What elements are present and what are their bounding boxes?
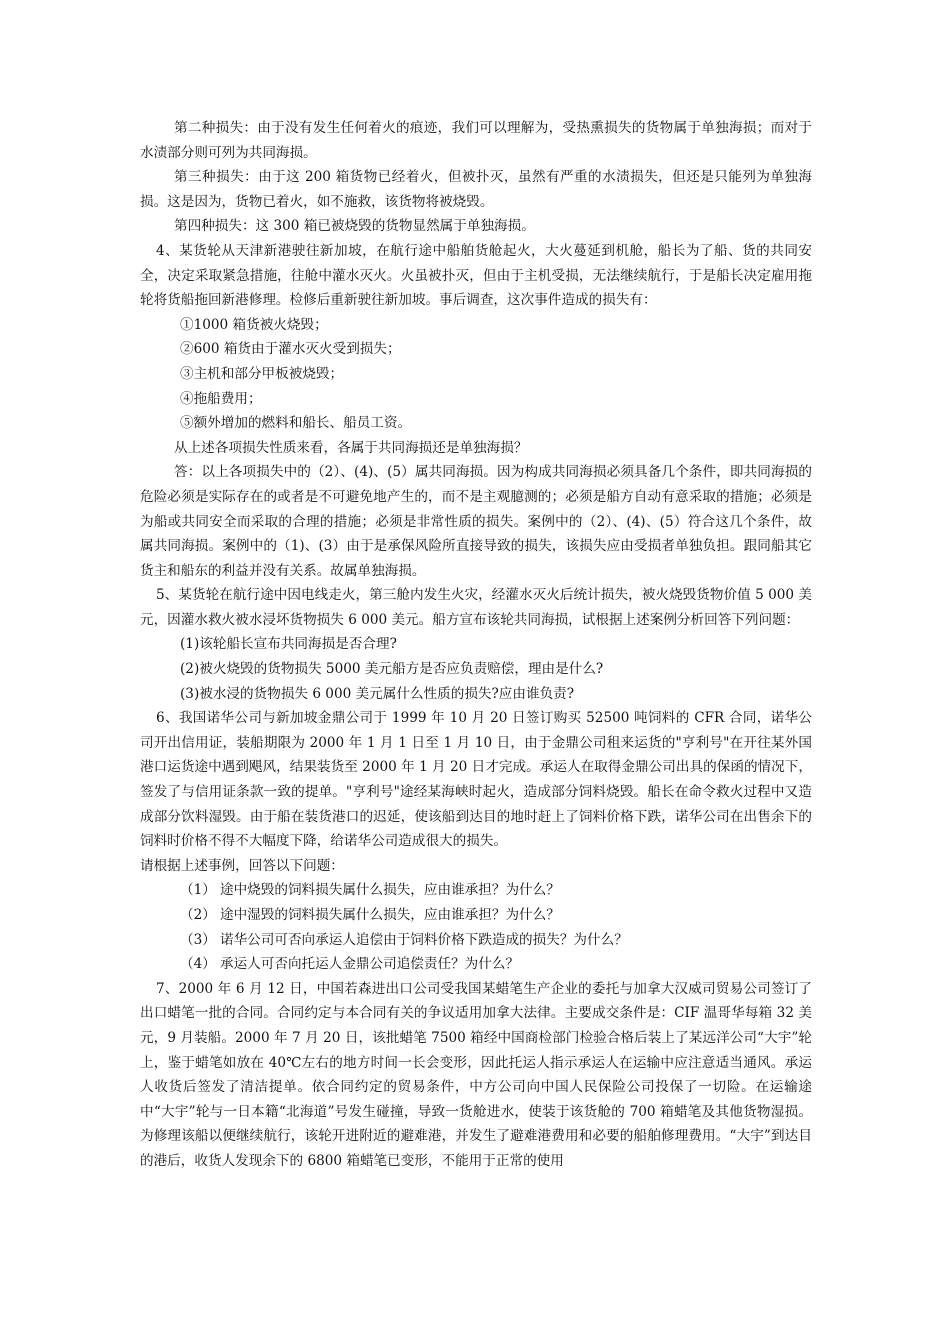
question-5: 5、某货轮在航行途中因电线走火，第三舱内发生火灾，经灌水灭火后统计损失，被火烧毁货物价值 5 000 美元，因灌水救火被水浸坏货物损失 6 000 美元。船方宣布该轮共同海损，试根据上述案例分析回答下列问题： xyxy=(140,587,812,628)
q4-question: 从上述各项损失性质来看，各属于共同海损还是单独海损？ xyxy=(174,439,528,456)
q6-item-number: （1） xyxy=(180,882,216,899)
q4-item-5: ⑤额外增加的燃料和船长、船员工资。 xyxy=(180,415,412,432)
q6-item-text: 承运人可否向托运人金鼎公司追偿责任？为什么？ xyxy=(220,956,520,973)
q6-intro: 请根据上述事例，回答以下问题： xyxy=(140,857,344,874)
q6-item-text: 途中湿毁的饲料损失属什么损失，应由谁承担？为什么？ xyxy=(220,907,560,923)
q6-item-number: （3） xyxy=(180,931,216,948)
q4-item-1: ①1000 箱货被火烧毁； xyxy=(180,316,328,333)
q6-item-2 xyxy=(140,903,812,928)
q6-item-text: 诺华公司可否向承运人追偿由于饲料价格下跌造成的损失？为什么？ xyxy=(220,931,628,948)
paragraph-loss-4: 第四种损失：这 300 箱已被烧毁的货物显然属于单独海损。 xyxy=(174,218,535,235)
q4-item-2: ②600 箱货由于灌水灭火受到损失； xyxy=(180,341,401,358)
q5-item-1: (1)该轮船长宣布共同海损是否合理? xyxy=(180,636,397,653)
paragraph-loss-3: 第三种损失：由于这 200 箱货物已经着火，但被扑灭，虽然有严重的水渍损失，但还是只能列为单独海损。这是因为，货物已着火，如不施救，该货物将被烧毁。 xyxy=(140,169,812,210)
q6-item-number: （2） xyxy=(180,907,216,923)
paragraph-loss-2: 第二种损失：由于没有发生任何着火的痕迹，我们可以理解为，受热熏损失的货物属于单独海损；而对于水渍部分则可列为共同海损。 xyxy=(140,120,812,161)
question-7: 7、2000 年 6 月 12 日，中国若森进出口公司受我国某蜡笔生产企业的委托与加拿大汉威司贸易公司签订了出口蜡笔一批的合同。合同约定与本合同有关的争议适用加拿大法律。主要成交条件是：CIF 温哥华每箱 32 美元，9 月装船。2000 年 7 月 20 日，该批蜡笔 7500 箱经中国商检部门检验合格后装上了某远洋公司“大宇”轮上，鉴于蜡笔如放在 40℃左右的地方时间一长会变形，因此托运人指示承运人在运输中应注意适当通风。承运人收货后签发了清洁提单。依合同约定的贸易条件，中方公司向中国人民保险公司投保了一切险。在运输途中“大宇”轮与一日本籍“北海道”号发生碰撞，导致一货舱进水，使装于该货舱的 700 箱蜡笔及其他货物湿损。为修理该船以便继续航行，该轮开进附近的避难港，并发生了避难港费用和必要的船舶修理费用。“大宇”到达目的港后，收货人发现余下的 6800 箱蜡笔已变形，不能用于正常的使用 xyxy=(140,980,812,1169)
q5-item-2: (2)被火烧毁的货物损失 5000 美元船方是否应负责赔偿，理由是什么? xyxy=(180,661,604,678)
q6-item-number: （4） xyxy=(180,956,216,973)
q5-item-3: (3)被水浸的货物损失 6 000 美元属什么性质的损失?应由谁负责? xyxy=(180,685,575,702)
q6-item-4 xyxy=(140,952,812,977)
q6-item-3 xyxy=(140,928,812,953)
q4-item-4: ④拖船费用； xyxy=(180,390,262,407)
question-4: 4、某货轮从天津新港驶往新加坡，在航行途中船舶货舱起火，大火蔓延到机舱，船长为了船、货的共同安全，决定采取紧急措施，往舱中灌水灭火。火虽被扑灭，但由于主机受损，无法继续航行，于是船长决定雇用拖轮将货船拖回新港修理。检修后重新驶往新加坡。事后调查，这次事件造成的损失有： xyxy=(140,242,812,309)
q4-answer: 答：以上各项损失中的（2）、(4)、(5）属共同海损。因为构成共同海损必须具备几个条件，即共同海损的危险必须是实际存在的或者是不可避免地产生的，而不是主观臆测的；必须是船方自动有意采取的措施；必须是为船或共同安全而采取的合理的措施；必须是非常性质的损失。案例中的（2）、(4)、(5）符合这几个条件，故属共同海损。案例中的（1)、(3）由于是承保风险所直接导致的损失，该损失应由受损者单独负担。跟同船其它货主和船东的利益并没有关系。故属单独海损。 xyxy=(140,464,812,579)
document-page xyxy=(140,116,812,1174)
q6-item-text: 途中烧毁的饲料损失属什么损失，应由谁承担？为什么？ xyxy=(220,882,560,899)
q4-item-3: ③主机和部分甲板被烧毁； xyxy=(180,365,344,382)
q6-item-1 xyxy=(140,878,812,903)
question-6: 6、我国诺华公司与新加坡金鼎公司于 1999 年 10 月 20 日签订购买 52500 吨饲料的 CFR 合同，诺华公司开出信用证，装船期限为 2000 年 1 月 1 日至 1 月 10 日，由于金鼎公司租来运货的"亨利号"在开往某外国港口运货途中遇到飓风，结果装货至 2000 年 1 月 20 日才完成。承运人在取得金鼎公司出具的保函的情况下，签发了与信用证条款一致的提单。"亨利号"途经某海峡时起火，造成部分饲料烧毁。船长在命令救火过程中又造成部分饮料湿毁。由于船在装货港口的迟延，使该船到达目的地时赶上了饲料价格下跌，诺华公司在出售余下的饲料时价格不得不大幅度下降，给诺华公司造成很大的损失。 xyxy=(140,710,812,850)
